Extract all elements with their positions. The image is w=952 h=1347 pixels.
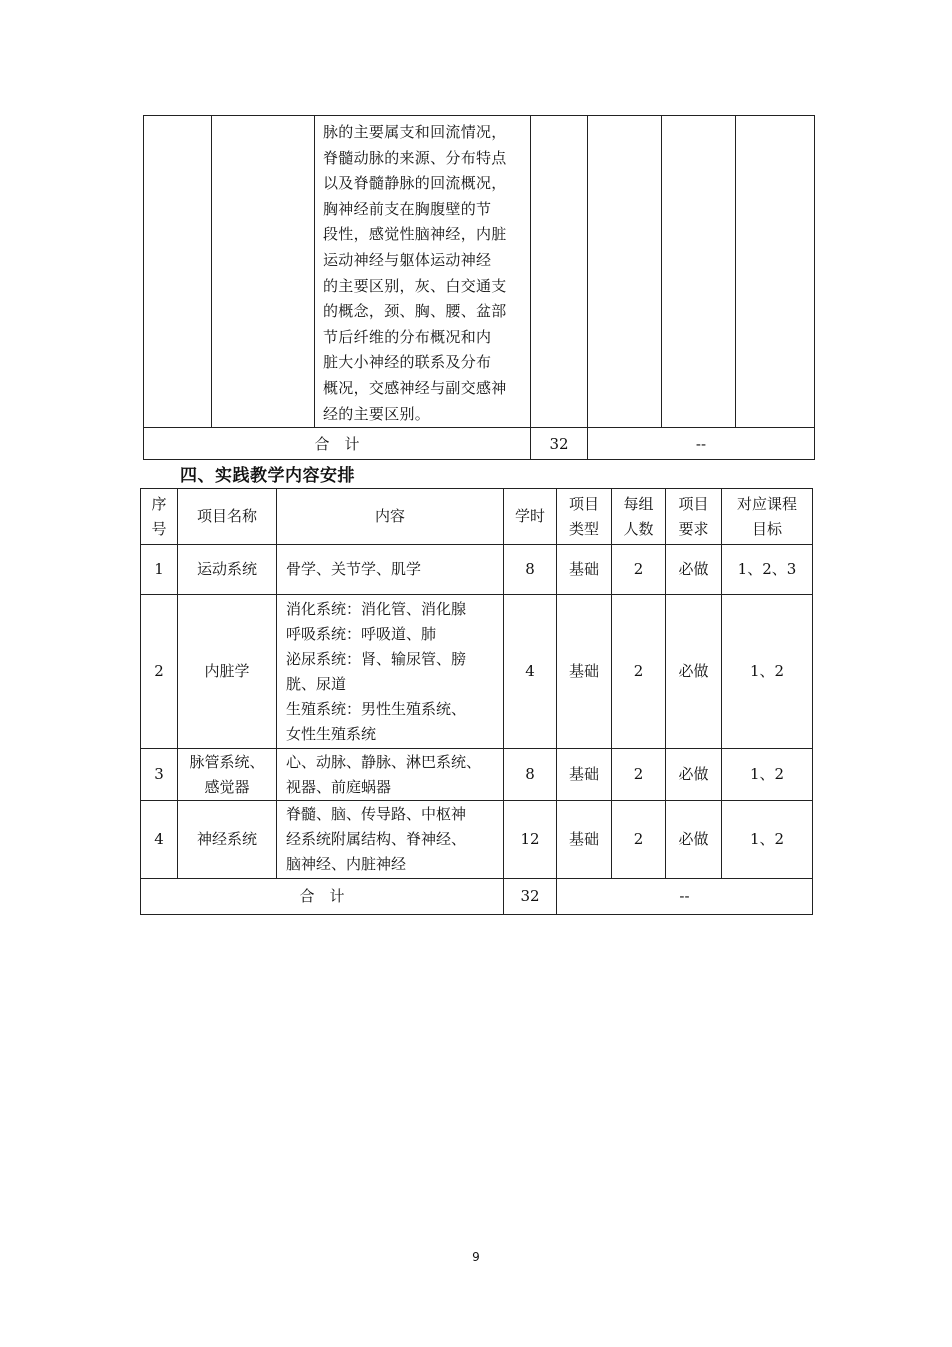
- total-label: 合 计: [144, 428, 531, 460]
- empty-cell: [531, 116, 588, 428]
- continuation-table: [143, 115, 815, 460]
- content-line: 消化系统：消化管、消化腺: [286, 599, 467, 618]
- content-line: 概况，交感神经与副交感神: [323, 378, 507, 397]
- header-text: 每组: [623, 494, 654, 513]
- header-hours: 学时: [504, 489, 557, 545]
- name-line: 感觉器: [204, 777, 250, 796]
- row-goal: 1、2: [722, 595, 813, 749]
- header-name: 项目名称: [178, 489, 277, 545]
- header-text: 项目: [568, 494, 599, 513]
- total-row: [144, 428, 815, 460]
- row-content: [277, 595, 504, 749]
- content-line: 生殖系统：男性生殖系统、: [286, 699, 467, 718]
- content-line: 心、动脉、静脉、淋巴系统、: [286, 752, 482, 771]
- row-name: [178, 749, 277, 801]
- row-hours: 12: [504, 801, 557, 879]
- row-seq: 1: [141, 545, 178, 595]
- total-dash: --: [557, 879, 813, 915]
- content-line: 呼吸系统：呼吸道、肺: [286, 624, 437, 643]
- header-type: [557, 489, 612, 545]
- row-name: 运动系统: [178, 545, 277, 595]
- content-line: 段性，感觉性脑神经，内脏: [323, 225, 507, 244]
- content-line: 经系统附属结构、脊神经、: [286, 830, 467, 848]
- row-hours: 8: [504, 545, 557, 595]
- empty-cell: [212, 116, 315, 428]
- content-line: 视器、前庭蜗器: [286, 777, 392, 796]
- section-heading: 四、实践教学内容安排: [180, 466, 355, 486]
- total-dash: --: [588, 428, 815, 460]
- total-hours: 32: [504, 879, 557, 915]
- content-line: 脊髓动脉的来源、分布特点: [323, 148, 507, 167]
- header-text: 对应课程: [736, 494, 797, 513]
- name-line: 脉管系统、: [189, 752, 265, 771]
- content-cell: [315, 116, 531, 428]
- total-row: [141, 879, 813, 915]
- row-type: 基础: [557, 595, 612, 749]
- header-goal: [722, 489, 813, 545]
- row-hours: 4: [504, 595, 557, 749]
- row-goal: 1、2: [722, 801, 813, 879]
- table-row: [141, 749, 813, 801]
- row-goal: 1、2: [722, 749, 813, 801]
- header-content: 内容: [277, 489, 504, 545]
- content-line: 脉的主要属支和回流情况，: [323, 123, 507, 141]
- row-group: 2: [612, 545, 666, 595]
- row-hours: 8: [504, 749, 557, 801]
- row-content: 骨学、关节学、肌学: [277, 545, 504, 595]
- empty-cell: [588, 116, 662, 428]
- row-content: [277, 749, 504, 801]
- content-line: 运动神经与躯体运动神经: [323, 250, 492, 269]
- header-seq: [141, 489, 178, 545]
- row-seq: 2: [141, 595, 178, 749]
- content-line: 节后纤维的分布概况和内: [323, 327, 492, 346]
- table-row: [141, 545, 813, 595]
- row-req: 必做: [666, 545, 722, 595]
- content-line: 脊髓、脑、传导路、中枢神: [286, 805, 467, 823]
- empty-cell: [144, 116, 212, 428]
- table-row: [144, 116, 815, 428]
- total-hours: 32: [531, 428, 588, 460]
- empty-cell: [662, 116, 736, 428]
- content-line: 以及脊髓静脉的回流概况，: [323, 174, 507, 193]
- practice-table: [140, 488, 813, 915]
- content-line: 女性生殖系统: [286, 724, 377, 743]
- empty-cell: [736, 116, 815, 428]
- content-line: 的主要区别，灰、白交通支: [323, 276, 507, 295]
- row-seq: 3: [141, 749, 178, 801]
- row-goal: 1、2、3: [722, 545, 813, 595]
- header-text: 要求: [678, 519, 709, 538]
- header-group: [612, 489, 666, 545]
- page-number: 9: [472, 1250, 480, 1264]
- row-type: 基础: [557, 545, 612, 595]
- content-line: 的概念，颈、胸、腰、盆部: [323, 302, 507, 321]
- header-req: [666, 489, 722, 545]
- row-name: 内脏学: [178, 595, 277, 749]
- header-text: 项目: [678, 494, 709, 513]
- row-req: 必做: [666, 801, 722, 879]
- content-line: 经的主要区别。: [323, 404, 431, 423]
- content-line: 脏大小神经的联系及分布: [323, 353, 492, 372]
- content-line: 泌尿系统：肾、输尿管、膀: [286, 649, 467, 668]
- header-text: 目标: [751, 519, 782, 538]
- table-row: [141, 801, 813, 879]
- row-type: 基础: [557, 801, 612, 879]
- header-text: 人数: [623, 519, 654, 538]
- row-group: 2: [612, 801, 666, 879]
- row-content: [277, 801, 504, 879]
- row-req: 必做: [666, 749, 722, 801]
- row-seq: 4: [141, 801, 178, 879]
- row-type: 基础: [557, 749, 612, 801]
- header-row: [141, 489, 813, 545]
- table-row: [141, 595, 813, 749]
- row-group: 2: [612, 749, 666, 801]
- header-text: 序: [151, 494, 167, 513]
- row-req: 必做: [666, 595, 722, 749]
- content-line: 胱、尿道: [286, 674, 347, 693]
- content-line: 胸神经前支在胸腹壁的节: [323, 199, 492, 218]
- total-label: 合 计: [141, 879, 504, 915]
- header-text: 类型: [568, 519, 599, 538]
- row-group: 2: [612, 595, 666, 749]
- content-line: 脑神经、内脏神经: [286, 855, 407, 873]
- row-name: 神经系统: [178, 801, 277, 879]
- header-text: 号: [151, 519, 167, 538]
